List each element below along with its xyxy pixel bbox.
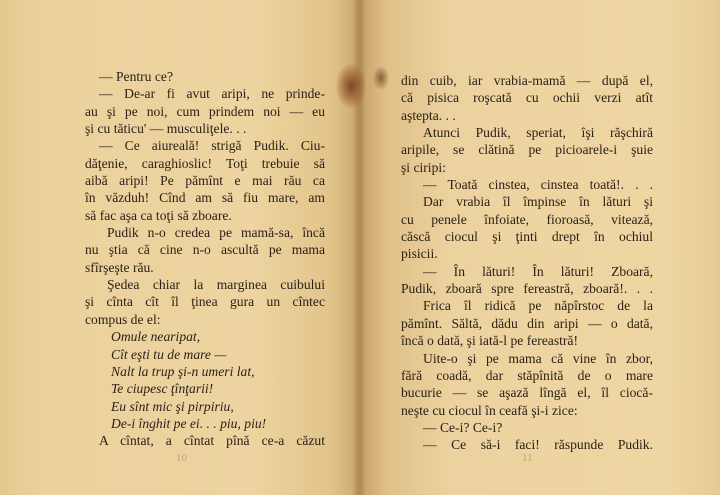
text-line: compus de el: bbox=[85, 311, 161, 327]
right-page-text bbox=[401, 72, 653, 454]
text-line: Pudik, zboară spre fereastră, zboară!. . . bbox=[401, 281, 653, 297]
text-line: — Toată cinstea, cinstea toată!. . . bbox=[423, 177, 653, 193]
text-line: Omule nearipat, bbox=[111, 329, 201, 345]
text-line: Frica îl ridică pe năpîrstoc de la bbox=[423, 298, 653, 314]
text-line: Te ciupesc ţînţarii! bbox=[111, 381, 214, 397]
page-stain bbox=[336, 64, 366, 108]
text-line: Dar vrabia îl împinse în lături şi bbox=[423, 194, 653, 210]
page-stain-small bbox=[373, 66, 389, 90]
text-line: Şedea chiar la marginea cuibului bbox=[107, 277, 325, 293]
text-line: în văzduh! Cînd am să fiu mare, am bbox=[85, 190, 325, 206]
text-line: şi cu tăticu' — musculiţele. . . bbox=[85, 121, 247, 137]
text-line: şi cînta cît îl ţinea gura un cîntec bbox=[85, 294, 325, 310]
text-line: cu penele înfoiate, fioroasă, vitează, bbox=[401, 211, 653, 227]
text-line: — În lături! În lături! Zboară, bbox=[423, 263, 653, 279]
text-line: — Pentru ce? bbox=[99, 69, 173, 84]
text-line: De-i înghit pe ei. . . piu, piu! bbox=[111, 415, 267, 431]
text-line: bucurie — se aşază lîngă el, îl ciocă- bbox=[401, 385, 653, 401]
text-line: din cuib, iar vrabia-mamă — după el, bbox=[401, 73, 653, 88]
text-line: încă o dată, şi iată-l pe fereastră! bbox=[401, 333, 578, 349]
text-line: Pudik n-o credea pe mamă-sa, încă bbox=[107, 225, 325, 241]
text-line: au şi pe noi, cum prindem noi — eu bbox=[85, 103, 325, 119]
left-page-text bbox=[85, 68, 325, 450]
left-page-number: 10 bbox=[176, 452, 187, 464]
text-line: Uite-o şi pe mama că vine în zbor, bbox=[423, 350, 653, 366]
text-line: Cît eşti tu de mare — bbox=[111, 346, 227, 362]
text-line: să fac aşa ca toţi să zboare. bbox=[85, 207, 232, 223]
text-line: căscă ciocul şi ţinti drept în ochiul bbox=[401, 229, 653, 245]
text-line: aripile, se clătină pe picioarele-i şuie bbox=[401, 142, 653, 158]
text-line: Atunci Pudik, speriat, îşi răşchiră bbox=[423, 125, 653, 141]
text-line: Eu sînt mic şi pirpiriu, bbox=[111, 398, 234, 414]
text-line: pisicii. bbox=[401, 246, 438, 262]
text-line: aibă aripi! Pe pămînt e mai rău ca bbox=[85, 173, 325, 189]
text-line: aştepta. . . bbox=[401, 107, 456, 123]
text-line: — Ce-i? Ce-i? bbox=[423, 419, 503, 435]
right-page-number: 11 bbox=[522, 452, 533, 464]
text-line: nu ştia că cine n-o ascultă pe mama bbox=[85, 242, 325, 258]
text-line: Nalt la trup şi-n umeri lat, bbox=[111, 363, 255, 379]
text-line: sfîrşeşte rău. bbox=[85, 259, 154, 275]
text-line: că pisica roşcată cu ochii verzi atît bbox=[401, 90, 653, 106]
text-line: şi ciripi: bbox=[401, 159, 446, 175]
text-line: — Ce să-i faci! răspunde Pudik. bbox=[423, 437, 653, 453]
text-line: — De-ar fi avut aripi, ne prinde- bbox=[99, 86, 325, 102]
text-line: neşte cu ciocul în ceafă şi-i zice: bbox=[401, 402, 578, 418]
text-line: — Ce aiureală! strigă Pudik. Ciu- bbox=[99, 138, 325, 154]
text-line: fără coadă, dar stăpînită de o mare bbox=[401, 367, 653, 383]
text-line: dăţenie, caraghioslic! Toţi trebuie să bbox=[85, 155, 325, 171]
text-line: pămînt. Săltă, dădu din aripi — o dată, bbox=[401, 315, 653, 331]
text-line: A cîntat, a cîntat pînă ce-a căzut bbox=[99, 433, 325, 449]
right-page bbox=[360, 0, 720, 495]
